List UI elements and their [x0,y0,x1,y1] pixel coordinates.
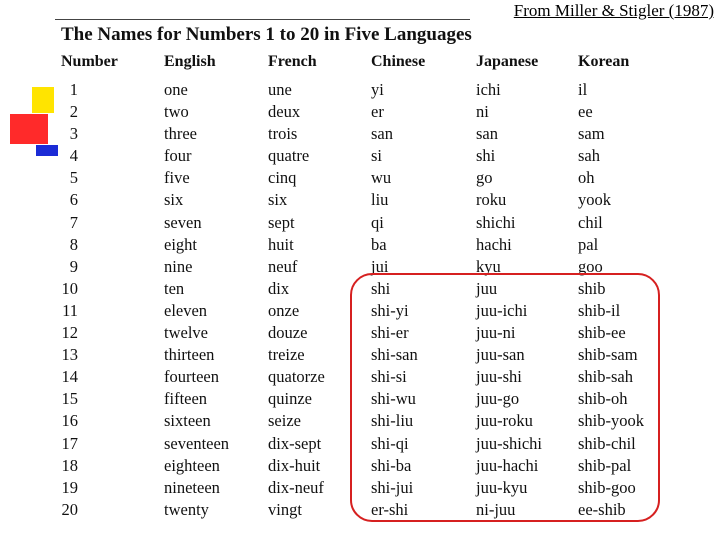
cell-korean: pal [578,234,599,254]
table-row [0,168,720,190]
cell-korean: shib-chil [578,433,636,453]
cell-korean: shib-ee [578,323,626,343]
cell-japanese: ni-juu [476,499,516,519]
cell-korean: goo [578,256,603,276]
cell-number: 11 [62,300,78,320]
cell-chinese: jui [371,256,389,276]
cell-french: vingt [268,499,302,519]
cell-japanese: hachi [476,234,512,254]
cell-number: 14 [61,367,78,387]
cell-korean: shib-pal [578,455,632,475]
cell-french: treize [268,345,305,365]
cell-chinese: shi-ba [371,455,412,475]
cell-number: 9 [69,256,78,276]
cell-japanese: juu-hachi [476,455,539,475]
cell-english: fifteen [164,389,208,409]
top-rule [55,19,470,20]
cell-number: 5 [69,168,78,188]
table-row [0,235,720,257]
cell-chinese: shi-san [371,345,418,365]
cell-french: quatorze [268,367,325,387]
cell-korean: shib-il [578,300,621,320]
cell-korean: shib-oh [578,389,628,409]
cell-english: four [164,146,192,166]
cell-korean: shib-sam [578,345,638,365]
cell-english: eighteen [164,455,220,475]
column-header-french: French [268,53,317,70]
cell-english: twenty [164,499,209,519]
table-row [0,80,720,102]
cell-japanese: juu-roku [476,411,533,431]
cell-french: quatre [268,146,310,166]
cell-korean: ee [578,102,593,122]
cell-chinese: shi-er [371,323,409,343]
cell-french: dix-neuf [268,477,324,497]
cell-french: trois [268,124,298,144]
cell-french: quinze [268,389,312,409]
cell-number: 18 [61,455,78,475]
cell-japanese: juu-san [476,345,525,365]
cell-japanese: go [476,168,493,188]
cell-japanese: juu-ichi [476,300,528,320]
cell-french: douze [268,323,308,343]
cell-chinese: wu [371,168,392,188]
cell-chinese: shi-si [371,367,407,387]
cell-japanese: ni [476,102,489,122]
cell-english: nine [164,256,193,276]
cell-korean: shib [578,278,606,298]
cell-english: sixteen [164,411,211,431]
cell-number: 13 [61,345,78,365]
cell-japanese: juu-ni [476,323,516,343]
cell-english: eleven [164,300,208,320]
cell-number: 1 [69,80,78,99]
cell-english: eight [164,234,197,254]
cell-chinese: liu [371,190,389,210]
cell-korean: shib-sah [578,367,633,387]
cell-chinese: shi-jui [371,477,414,497]
cell-chinese: shi [371,278,391,298]
cell-number: 3 [69,124,78,144]
table-row [0,190,720,212]
cell-english: seventeen [164,433,230,453]
citation: From Miller & Stigler (1987) [513,1,714,20]
cell-number: 4 [69,146,78,166]
cell-chinese: san [371,124,393,144]
cell-number: 15 [61,389,78,409]
cell-english: three [164,124,197,144]
cell-chinese: shi-wu [371,389,416,409]
cell-number: 10 [61,278,78,298]
cell-english: twelve [164,323,208,343]
table-row [0,146,720,168]
cell-korean: shib-goo [578,477,636,497]
cell-japanese: juu-kyu [476,477,528,497]
cell-japanese: juu-shichi [476,433,542,453]
table-header [0,53,720,75]
highlight-box [350,273,660,522]
cell-english: nineteen [164,477,220,497]
cell-english: ten [164,278,185,298]
cell-number: 12 [61,323,78,343]
cell-number: 16 [61,411,78,431]
cell-chinese: shi-liu [371,411,414,431]
cell-korean: il [578,80,588,99]
cell-number: 20 [61,499,78,519]
cell-korean: chil [578,212,603,232]
cell-french: neuf [268,256,298,276]
cell-japanese: roku [476,190,507,210]
cell-french: seize [268,411,301,431]
cell-korean: yook [578,190,611,210]
cell-japanese: ichi [476,80,501,99]
cell-french: dix-sept [268,433,322,453]
cell-english: five [164,168,190,188]
column-header-japanese: Japanese [476,53,539,70]
cell-french: dix [268,278,290,298]
cell-chinese: shi-yi [371,300,409,320]
cell-chinese: yi [371,80,384,99]
table-title: The Names for Numbers 1 to 20 in Five Languages [61,24,472,45]
cell-french: six [268,190,288,210]
cell-french: deux [268,102,301,122]
cell-japanese: juu-shi [476,367,522,387]
cell-chinese: ba [371,234,387,254]
cell-japanese: juu-go [476,389,520,409]
cell-japanese: shichi [476,212,516,232]
cell-number: 2 [69,102,78,122]
cell-chinese: si [371,146,383,166]
cell-french: onze [268,300,300,320]
column-header-english: English [164,53,216,70]
cell-french: dix-huit [268,455,321,475]
cell-chinese: er-shi [371,499,409,519]
cell-chinese: qi [371,212,384,232]
cell-korean: sah [578,146,600,166]
cell-number: 6 [69,190,78,210]
cell-japanese: san [476,124,498,144]
cell-french: une [268,80,292,99]
cell-number: 8 [69,234,78,254]
cell-korean: shib-yook [578,411,644,431]
cell-french: cinq [268,168,297,188]
cell-japanese: kyu [476,256,501,276]
cell-english: thirteen [164,345,215,365]
cell-japanese: juu [476,278,498,298]
cell-number: 7 [69,212,78,232]
cell-french: huit [268,234,294,254]
cell-korean: oh [578,168,595,188]
cell-english: one [164,80,188,99]
column-header-chinese: Chinese [371,53,426,70]
cell-chinese: er [371,102,384,122]
cell-korean: ee-shib [578,499,626,519]
cell-number: 19 [61,477,78,497]
cell-japanese: shi [476,146,496,166]
column-header-number: Number [61,53,118,70]
table-row [0,213,720,235]
cell-number: 17 [61,433,78,453]
cell-english: fourteen [164,367,219,387]
cell-english: six [164,190,184,210]
cell-korean: sam [578,124,605,144]
table-row [0,124,720,146]
column-header-korean: Korean [578,53,630,70]
table-row [0,102,720,124]
cell-chinese: shi-qi [371,433,409,453]
cell-english: two [164,102,189,122]
cell-french: sept [268,212,295,232]
cell-english: seven [164,212,202,232]
